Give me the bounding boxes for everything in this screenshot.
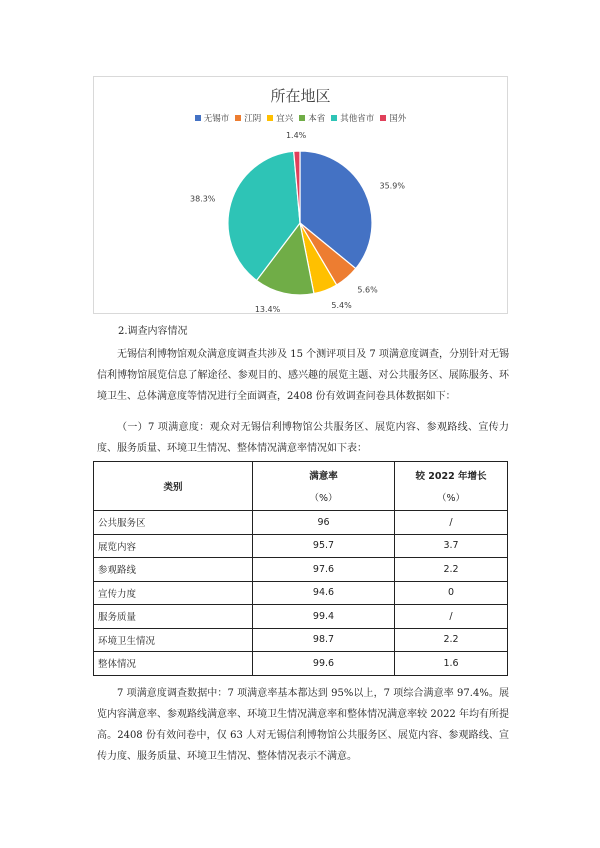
pie-chart-region bbox=[93, 76, 508, 314]
paragraph-seven-items: （一）7 项满意度：观众对无锡信利博物馆公共服务区、展览内容、参观路线、宣传力度、服务质量、环境卫生情况、整体情况满意率情况如下表： bbox=[97, 422, 509, 454]
legend-label: 国外 bbox=[389, 114, 407, 124]
table-row bbox=[94, 581, 508, 605]
row-satisfaction: 95.7 bbox=[253, 534, 395, 558]
table-row bbox=[94, 534, 508, 558]
table-row bbox=[94, 511, 508, 535]
pie-chart bbox=[94, 77, 507, 313]
row-satisfaction: 97.6 bbox=[253, 558, 395, 582]
pie-data-label: 1.4% bbox=[285, 131, 307, 141]
legend-label: 江阴 bbox=[244, 114, 262, 124]
paragraph-conclusion: 7 项满意度调查数据中：7 项满意率基本都达到 95%以上，7 项综合满意率 97.4%。展览内容满意率、参观路线满意率、环境卫生情况满意率和整体情况满意率较 2022 年均有所提高。2408 份有效问卷中，仅 63 人对无锡信利博物馆公共服务区、展览内容、参观路线、宣传力度、服务质量、环境卫生情况、整体情况表示不满意。 bbox=[97, 688, 509, 762]
row-satisfaction: 96 bbox=[253, 511, 395, 535]
row-satisfaction: 98.7 bbox=[253, 628, 395, 652]
row-growth: 2.2 bbox=[395, 628, 508, 652]
row-satisfaction: 99.6 bbox=[253, 652, 395, 676]
header-growth: 较 2022 年增长 （%） bbox=[395, 462, 508, 511]
row-category: 宣传力度 bbox=[94, 581, 253, 605]
row-satisfaction: 94.6 bbox=[253, 581, 395, 605]
pie-data-label: 13.4% bbox=[254, 304, 281, 313]
chart-title: 所在地区 bbox=[270, 87, 331, 105]
section-heading: 2.调查内容情况 bbox=[118, 326, 188, 337]
pie-data-label: 35.9% bbox=[379, 181, 405, 191]
table-row bbox=[94, 652, 508, 676]
table-row bbox=[94, 558, 508, 582]
table-row bbox=[94, 605, 508, 629]
row-growth: / bbox=[395, 605, 508, 629]
satisfaction-table bbox=[93, 461, 508, 676]
header-category: 类别 bbox=[94, 462, 253, 511]
row-growth: 1.6 bbox=[395, 652, 508, 676]
row-category: 公共服务区 bbox=[94, 511, 253, 535]
row-category: 环境卫生情况 bbox=[94, 628, 253, 652]
row-growth: / bbox=[395, 511, 508, 535]
paragraph-survey-intro: 无锡信利博物馆观众满意度调查共涉及 15 个测评项目及 7 项满意度调查，分别针对无锡信利博物馆展览信息了解途径、参观目的、感兴趣的展览主题、对公共服务区、展陈服务、环境卫生、总体满意度等情况进行全面调查，2408 份有效调查问卷具体数据如下： bbox=[97, 349, 509, 402]
row-growth: 0 bbox=[395, 581, 508, 605]
header-satisfaction: 满意率 （%） bbox=[253, 462, 395, 511]
row-category: 服务质量 bbox=[94, 605, 253, 629]
legend-label: 宜兴 bbox=[276, 114, 294, 124]
legend-label: 其他省市 bbox=[340, 114, 375, 124]
row-growth: 2.2 bbox=[395, 558, 508, 582]
row-category: 参观路线 bbox=[94, 558, 253, 582]
row-growth: 3.7 bbox=[395, 534, 508, 558]
row-category: 整体情况 bbox=[94, 652, 253, 676]
table-header-row bbox=[94, 462, 508, 511]
legend-label: 本省 bbox=[308, 114, 326, 124]
pie-data-label: 5.4% bbox=[331, 301, 352, 311]
legend-label: 无锡市 bbox=[203, 114, 230, 124]
row-satisfaction: 99.4 bbox=[253, 605, 395, 629]
pie-data-label: 38.3% bbox=[189, 194, 216, 204]
row-category: 展览内容 bbox=[94, 534, 253, 558]
pie-data-label: 5.6% bbox=[357, 285, 378, 295]
table-row bbox=[94, 628, 508, 652]
